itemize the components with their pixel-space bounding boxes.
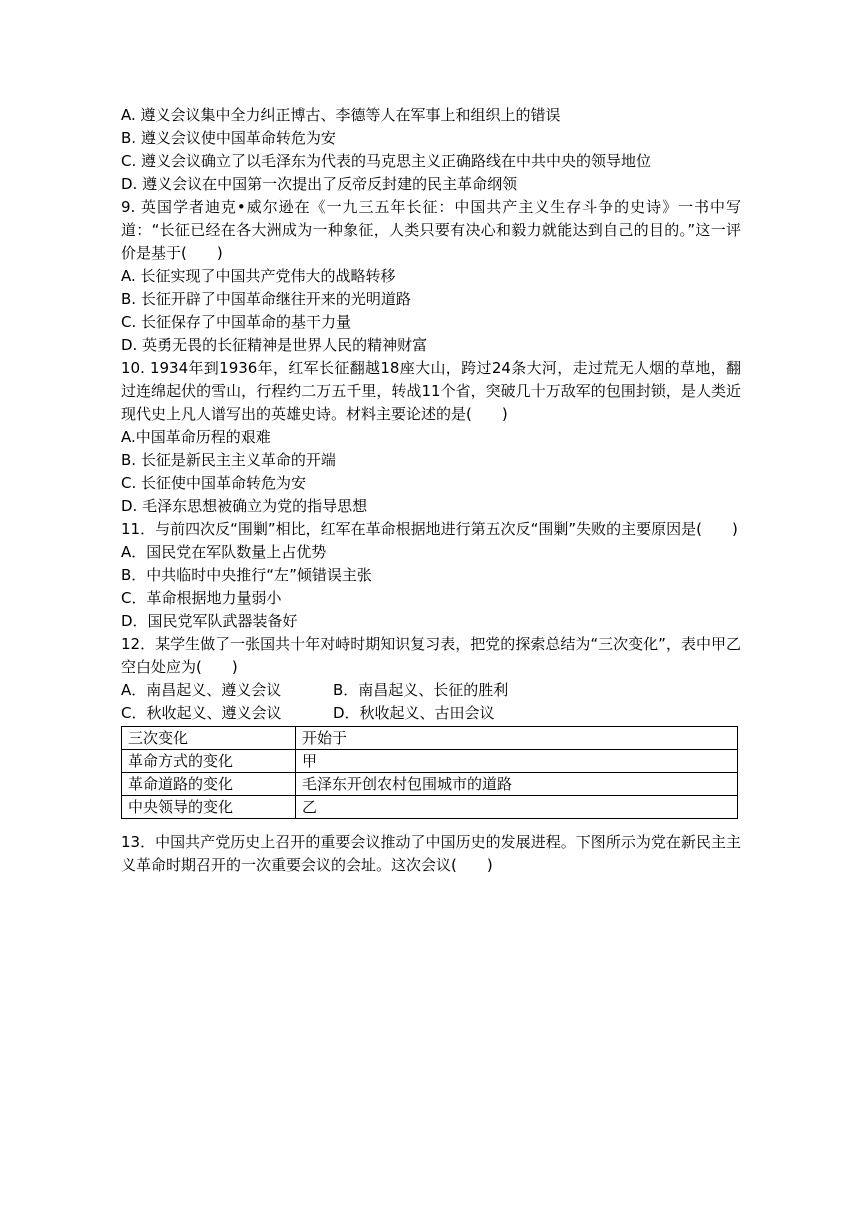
q11-option-b: B．中共临时中央推行“左”倾错误主张	[121, 566, 372, 584]
table-cell: 开始于	[296, 727, 738, 750]
q11-option-a: A．国民党在军队数量上占优势	[121, 543, 327, 561]
q10-stem: 10. 1934年到1936年，红军长征翻越18座大山，跨过24条大河，走过荒无人烟的草地，翻过连绵起伏的雪山，行程约二万五千里，转战11个省，突破几十万敌军的包围封锁，是人类近现代史上凡人谱写出的英雄史诗。材料主要论述的是( )	[121, 359, 741, 423]
q8-option-b: B. 遵义会议使中国革命转危为安	[121, 129, 336, 147]
q10-option-b: B. 长征是新民主主义革命的开端	[121, 451, 336, 469]
q12-stem: 12．某学生做了一张国共十年对峙时期知识复习表，把党的探索总结为“三次变化”，表中甲乙空白处应为( )	[121, 635, 741, 676]
q12-option-b: B．南昌起义、长征的胜利	[333, 681, 509, 699]
q8-option-c: C. 遵义会议确立了以毛泽东为代表的马克思主义正确路线在中共中央的领导地位	[121, 152, 652, 170]
table-row	[122, 773, 738, 796]
q12-option-a: A．南昌起义、遵义会议	[121, 681, 282, 699]
table-cell: 中央领导的变化	[122, 796, 296, 819]
q12-review-table	[121, 726, 738, 819]
table-cell: 三次变化	[122, 727, 296, 750]
table-cell: 毛泽东开创农村包围城市的道路	[296, 773, 738, 796]
question-content	[121, 104, 741, 877]
table-row	[122, 796, 738, 819]
q9-option-c: C. 长征保存了中国革命的基干力量	[121, 313, 352, 331]
table-row	[122, 750, 738, 773]
table-cell: 革命道路的变化	[122, 773, 296, 796]
table-row	[122, 727, 738, 750]
q11-option-d: D．国民党军队武器装备好	[121, 612, 298, 630]
q10-option-a: A.中国革命历程的艰难	[121, 428, 271, 446]
q12-options-row-1	[121, 679, 741, 702]
table-cell: 革命方式的变化	[122, 750, 296, 773]
spacer	[121, 819, 741, 831]
q9-option-b: B. 长征开辟了中国革命继往开来的光明道路	[121, 290, 411, 308]
q12-options-row-2	[121, 702, 741, 725]
table-cell: 乙	[296, 796, 738, 819]
q12-option-d: D．秋收起义、古田会议	[333, 704, 495, 722]
q9-option-d: D. 英勇无畏的长征精神是世界人民的精神财富	[121, 336, 428, 354]
q10-option-d: D. 毛泽东思想被确立为党的指导思想	[121, 497, 368, 515]
q12-option-c: C．秋收起义、遵义会议	[121, 704, 282, 722]
q9-option-a: A. 长征实现了中国共产党伟大的战略转移	[121, 267, 396, 285]
q8-option-a: A. 遵义会议集中全力纠正博古、李德等人在军事上和组织上的错误	[121, 106, 561, 124]
q9-stem: 9. 英国学者迪克•威尔逊在《一九三五年长征：中国共产主义生存斗争的史诗》一书中写道：“长征已经在各大洲成为一种象征，人类只要有决心和毅力就能达到自己的目的。”这一评价是基于( )	[121, 198, 741, 262]
q11-stem: 11．与前四次反“围剿”相比，红军在革命根据地进行第五次反“围剿”失败的主要原因是( )	[121, 520, 738, 538]
q8-option-d: D. 遵义会议在中国第一次提出了反帝反封建的民主革命纲领	[121, 175, 518, 193]
q11-option-c: C．革命根据地力量弱小	[121, 589, 282, 607]
q13-stem: 13．中国共产党历史上召开的重要会议推动了中国历史的发展进程。下图所示为党在新民主主义革命时期召开的一次重要会议的会址。这次会议( )	[121, 833, 741, 874]
q10-option-c: C. 长征使中国革命转危为安	[121, 474, 307, 492]
table-cell: 甲	[296, 750, 738, 773]
